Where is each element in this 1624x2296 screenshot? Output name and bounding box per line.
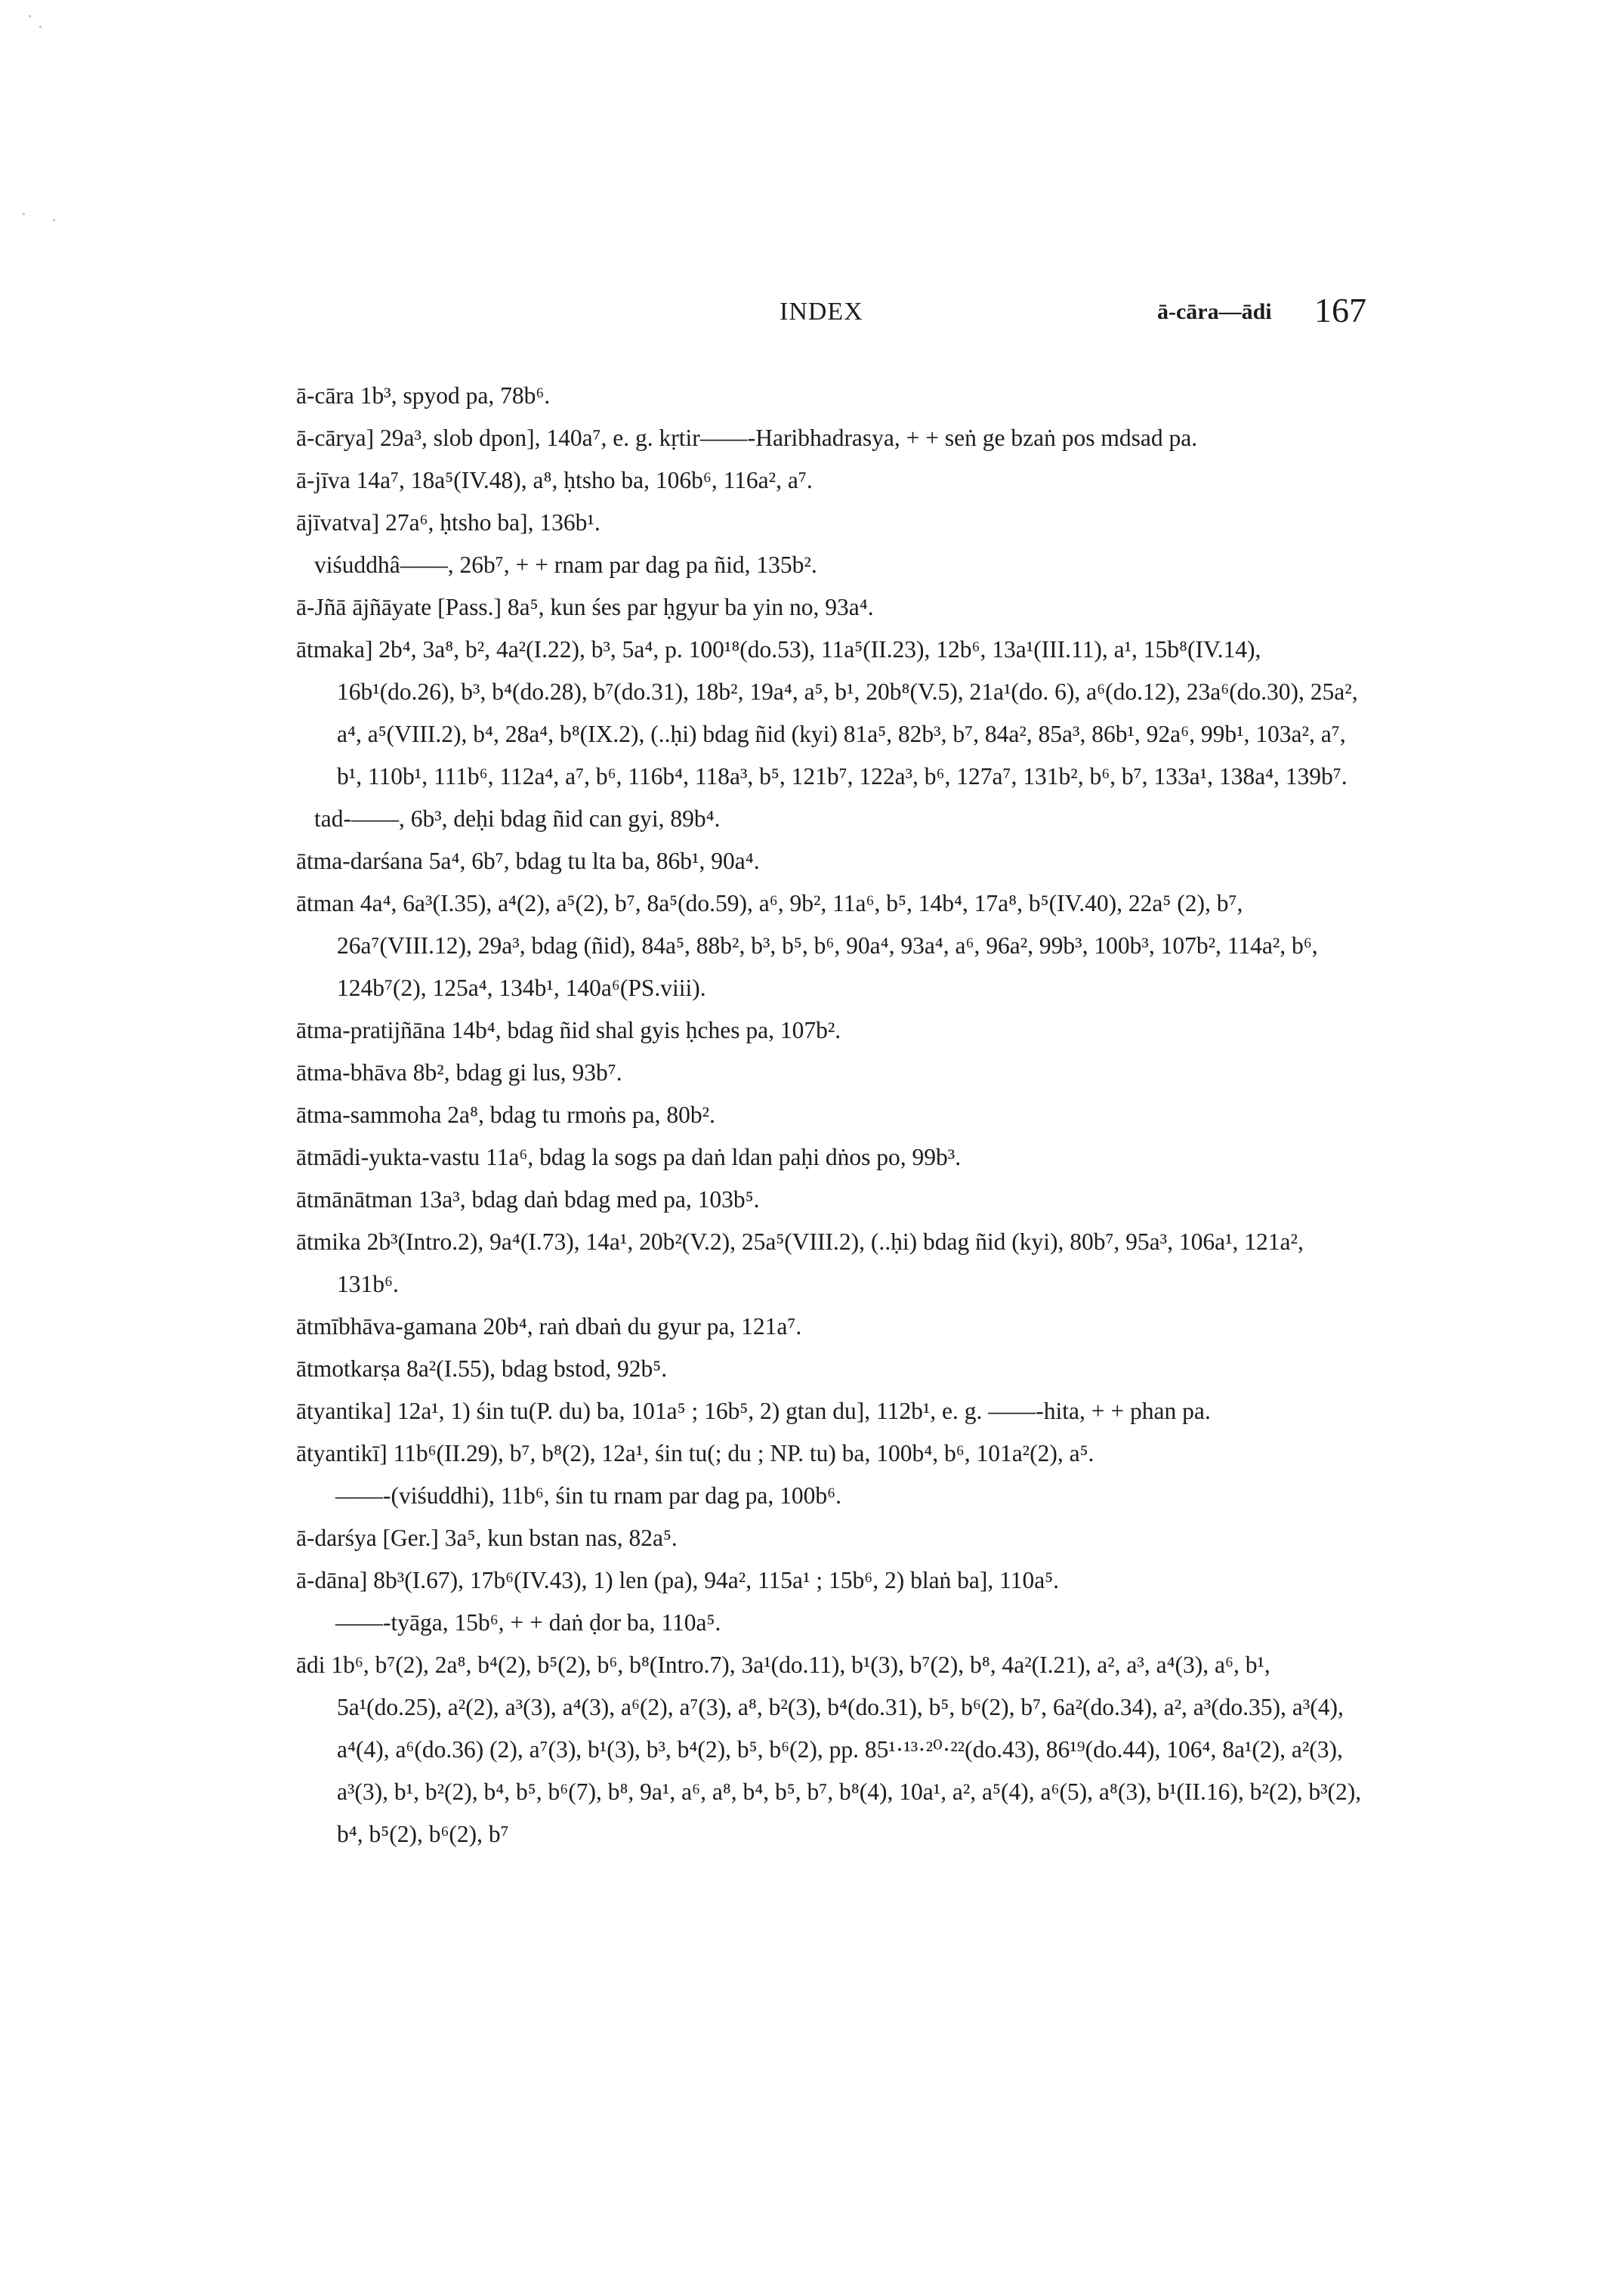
index-subentry: tad-——, 6b³, deḥi bdag ñid can gyi, 89b⁴. [314, 805, 721, 832]
index-entry: ātmādi-yukta-vastu 11a⁶, bdag la sogs pa daṅ ldan paḥi dṅos po, 99b³. [296, 1144, 962, 1170]
index-entry: ā-cārya] 29a³, slob dpon], 140a⁷, e. g. kṛtir——-Haribhadrasya, + + seṅ ge bzaṅ pos mdsad pa. [296, 425, 1198, 451]
scan-speck [29, 15, 31, 17]
scan-speck [23, 213, 25, 215]
scan-speck [53, 219, 55, 221]
header-title: INDEX [780, 298, 863, 326]
index-entry-list [296, 375, 1367, 1856]
header-entry-range: ā-cāra—ādi [1157, 299, 1272, 324]
index-subentry: ——-(viśuddhi), 11b⁶, śin tu rnam par dag pa, 100b⁶. [335, 1482, 841, 1509]
index-entry: ājīvatva] 27a⁶, ḥtsho ba], 136b¹. [296, 509, 601, 536]
index-entry: ātma-bhāva 8b², bdag gi lus, 93b⁷. [296, 1059, 622, 1086]
index-entry: ā-jīva 14a⁷, 18a⁵(IV.48), a⁸, ḥtsho ba, 106b⁶, 116a², a⁷. [296, 467, 813, 493]
index-entry: ātmotkarṣa 8a²(I.55), bdag bstod, 92b⁵. [296, 1355, 668, 1382]
index-entry: ātma-sammoha 2a⁸, bdag tu rmoṅs pa, 80b². [296, 1102, 715, 1128]
running-header [0, 290, 1624, 335]
index-entry: ātmika 2b³(Intro.2), 9a⁴(I.73), 14a¹, 20b²(V.2), 25a⁵(VIII.2), (..ḥi) bdag ñid (kyi), 80b⁷, 95a³, 106a¹, 121a², 131b⁶. [296, 1228, 1304, 1297]
page-number: 167 [1314, 291, 1366, 329]
scan-speck [39, 26, 42, 28]
index-entry: ātmānātman 13a³, bdag daṅ bdag med pa, 103b⁵. [296, 1186, 760, 1213]
index-subentry: viśuddhâ——, 26b⁷, + + rnam par dag pa ñid, 135b². [314, 552, 817, 578]
index-entry: ā-dāna] 8b³(I.67), 17b⁶(IV.43), 1) len (pa), 94a², 115a¹ ; 15b⁶, 2) blaṅ ba], 110a⁵. [296, 1567, 1060, 1593]
index-entry: ādi 1b⁶, b⁷(2), 2a⁸, b⁴(2), b⁵(2), b⁶, b⁸(Intro.7), 3a¹(do.11), b¹(3), b⁷(2), b⁸, 4a²(I.21), a², a³, a⁴(3), a⁶, b¹, 5a¹(do.25), a²(2), a³(3), a⁴(3), a⁶(2), a⁷(3), a⁸, b²(3), b⁴(do.31), b⁵, b⁶(2), b⁷, 6a²(do.34), a², a³(do.35), a³(4), a⁴(4), a⁶(do.36) (2), a⁷(3), b¹(3), b³, b⁴(2), b⁵, b⁶(2), pp. 85¹·¹³·²⁰·²²(do.43), 86¹⁹(do.44), 106⁴, 8a¹(2), a²(3), a³(3), b¹, b²(2), b⁴, b⁵, b⁶(7), b⁸, 9a¹, a⁶, a⁸, b⁴, b⁵, b⁷, b⁸(4), 10a¹, a², a⁵(4), a⁶(5), a⁸(3), b¹(II.16), b²(2), b³(2), b⁴, b⁵(2), b⁶(2), b⁷ [296, 1652, 1362, 1847]
index-entry: ā-Jñā ājñāyate [Pass.] 8a⁵, kun śes par ḥgyur ba yin no, 93a⁴. [296, 594, 874, 620]
index-entry: ātma-pratijñāna 14b⁴, bdag ñid shal gyis ḥches pa, 107b². [296, 1017, 841, 1043]
index-subentry: ——-tyāga, 15b⁶, + + daṅ ḍor ba, 110a⁵. [335, 1609, 721, 1636]
index-entry: ātma-darśana 5a⁴, 6b⁷, bdag tu lta ba, 86b¹, 90a⁴. [296, 848, 760, 874]
index-entry: ā-darśya [Ger.] 3a⁵, kun bstan nas, 82a⁵. [296, 1525, 678, 1551]
index-entry: ātmaka] 2b⁴, 3a⁸, b², 4a²(I.22), b³, 5a⁴, p. 100¹⁸(do.53), 11a⁵(II.23), 12b⁶, 13a¹(III.11), a¹, 15b⁸(IV.14), 16b¹(do.26), b³, b⁴(do.28), b⁷(do.31), 18b², 19a⁴, a⁵, b¹, 20b⁸(V.5), 21a¹(do. 6), a⁶(do.12), 23a⁶(do.30), 25a², a⁴, a⁵(VIII.2), b⁴, 28a⁴, b⁸(IX.2), (..ḥi) bdag ñid (kyi) 81a⁵, 82b³, b⁷, 84a², 85a³, 86b¹, 92a⁶, 99b¹, 103a², a⁷, b¹, 110b¹, 111b⁶, 112a⁴, a⁷, b⁶, 116b⁴, 118a³, b⁵, 121b⁷, 122a³, b⁶, 127a⁷, 131b², b⁶, b⁷, 133a¹, 138a⁴, 139b⁷. [296, 636, 1358, 790]
index-entry: ātmībhāva-gamana 20b⁴, raṅ dbaṅ du gyur pa, 121a⁷. [296, 1313, 802, 1340]
index-entry: ā-cāra 1b³, spyod pa, 78b⁶. [296, 382, 551, 409]
index-entry: ātyantika] 12a¹, 1) śin tu(P. du) ba, 101a⁵ ; 16b⁵, 2) gtan du], 112b¹, e. g. ——-hita, + + phan pa. [296, 1398, 1211, 1424]
index-entry: ātman 4a⁴, 6a³(I.35), a⁴(2), a⁵(2), b⁷, 8a⁵(do.59), a⁶, 9b², 11a⁶, b⁵, 14b⁴, 17a⁸, b⁵(IV.40), 22a⁵ (2), b⁷, 26a⁷(VIII.12), 29a³, bdag (ñid), 84a⁵, 88b², b³, b⁵, b⁶, 90a⁴, 93a⁴, a⁶, 96a², 99b³, 100b³, 107b², 114a², b⁶, 124b⁷(2), 125a⁴, 134b¹, 140a⁶(PS.viii). [296, 890, 1318, 1001]
index-entry: ātyantikī] 11b⁶(II.29), b⁷, b⁸(2), 12a¹, śin tu(; du ; NP. tu) ba, 100b⁴, b⁶, 101a²(2), a⁵. [296, 1440, 1095, 1466]
